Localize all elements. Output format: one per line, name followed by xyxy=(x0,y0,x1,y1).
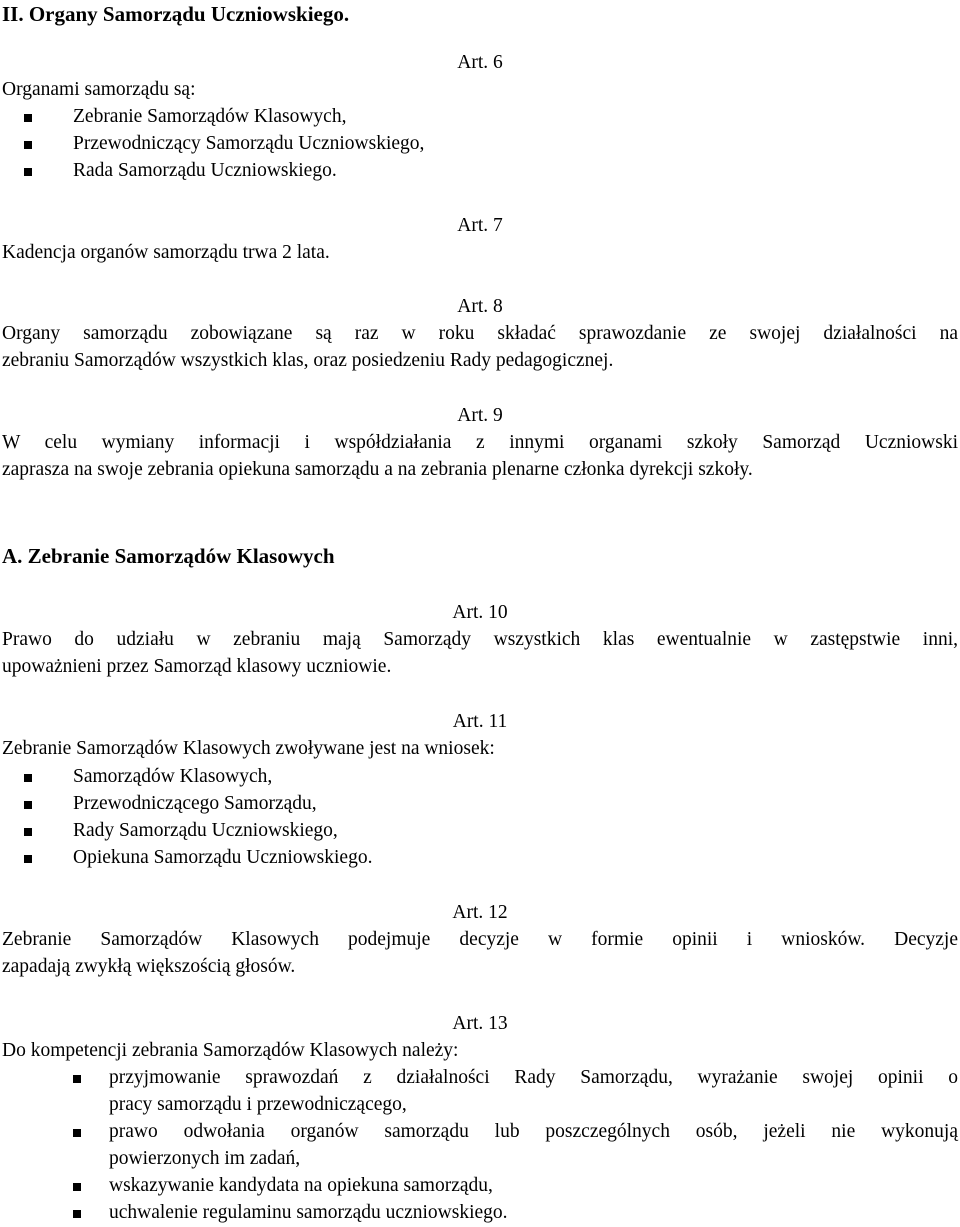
article-7-text: Kadencja organów samorządu trwa 2 lata. xyxy=(2,242,330,263)
square-bullet-icon xyxy=(73,1075,81,1083)
square-bullet-icon xyxy=(24,855,32,863)
square-bullet-icon xyxy=(24,141,32,149)
article-9-line-1: W celu wymiany informacji i współdziałania z innymi organami szkoły Samorząd Uczniowski xyxy=(2,432,958,453)
article-11-intro: Zebranie Samorządów Klasowych zwoływane jest na wniosek: xyxy=(2,738,495,759)
article-8-line-2: zebraniu Samorządów wszystkich klas, oraz posiedzeniu Rady pedagogicznej. xyxy=(2,350,614,371)
article-6-intro: Organami samorządu są: xyxy=(2,79,196,100)
square-bullet-icon xyxy=(24,114,32,122)
article-13-intro: Do kompetencji zebrania Samorządów Klasowych należy: xyxy=(2,1040,459,1061)
square-bullet-icon xyxy=(24,168,32,176)
square-bullet-icon xyxy=(73,1183,81,1191)
square-bullet-icon xyxy=(73,1129,81,1137)
article-label-11: Art. 11 xyxy=(452,711,508,732)
article-label-6: Art. 6 xyxy=(457,52,503,73)
article-10-line-2: upoważnieni przez Samorząd klasowy uczniowie. xyxy=(2,656,392,677)
subsection-heading: A. Zebranie Samorządów Klasowych xyxy=(2,544,335,568)
square-bullet-icon xyxy=(24,774,32,782)
article-12-line-1: Zebranie Samorządów Klasowych podejmuje decyzje w formie opinii i wniosków. Decyzje xyxy=(2,929,958,950)
article-label-13: Art. 13 xyxy=(452,1013,508,1034)
article-label-10: Art. 10 xyxy=(452,602,508,623)
square-bullet-icon xyxy=(24,828,32,836)
article-12-line-2: zapadają zwykłą większością głosów. xyxy=(2,956,296,977)
article-8-line-1: Organy samorządu zobowiązane są raz w roku składać sprawozdanie ze swojej działalności na xyxy=(2,323,958,344)
article-label-8: Art. 8 xyxy=(457,296,503,317)
article-label-7: Art. 7 xyxy=(457,215,503,236)
article-label-9: Art. 9 xyxy=(457,405,503,426)
square-bullet-icon xyxy=(73,1210,81,1218)
square-bullet-icon xyxy=(24,801,32,809)
article-10-line-1: Prawo do udziału w zebraniu mają Samorządy wszystkich klas ewentualnie w zastępstwie inni, xyxy=(2,629,958,650)
article-label-12: Art. 12 xyxy=(452,902,508,923)
section-heading: II. Organy Samorządu Uczniowskiego. xyxy=(2,2,350,26)
article-9-line-2: zaprasza na swoje zebrania opiekuna samorządu a na zebrania plenarne członka dyrekcji szkoły. xyxy=(2,459,753,480)
